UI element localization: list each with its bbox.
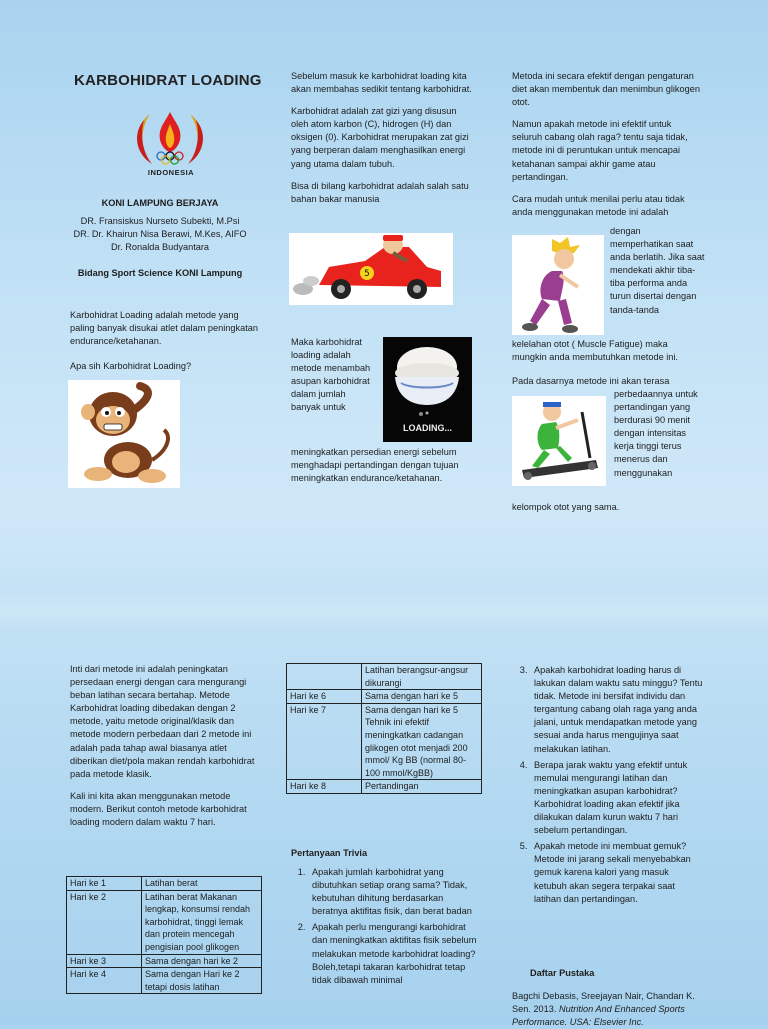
table-cell: Sama dengan hari ke 5 — [362, 690, 482, 704]
table-row — [67, 877, 262, 891]
list-item: 2. Apakah perlu mengurangi karbohidrat dan meningkatkan aktifitas fisik sebelum melakukan metode karbohidrat loading? Boleh,tetapi takaran karbohidrat tetap tidak dibawah minimal — [308, 921, 480, 986]
trivia-list-part-1 — [270, 866, 480, 990]
paragraph: Sebelum masuk ke karbohidrat loading kita akan membahas sedikit tentang karbohidrat. — [291, 71, 472, 95]
loading-side-text: Maka karbohidrat loading adalah metode menambah asupan karbohidrat dalam jumlah banyak untuk — [291, 337, 371, 413]
list-item: 3. Apakah karbohidrat loading harus di lakukan dalam waktu satu minggu? Tentu tidak. Metode ini bersifat individu dan tergantung cabang olah raga yang anda jalani, untuk mendapatkan metode yang sesuai anda harus mengujinya saat melakukan latihan. — [530, 664, 704, 756]
tired-runner-cartoon — [512, 235, 604, 335]
schedule-table-part-1 — [66, 876, 262, 994]
table-cell: Hari ke 6 — [287, 690, 362, 704]
logo-text: INDONESIA — [147, 168, 195, 177]
paragraph: Namun apakah metode ini efektif untuk seluruh cabang olah raga? tentu saja tidak, metode ini di peruntukan untuk mencapai ketahanan sampai akhir game atau pertandingan. — [512, 119, 688, 182]
paragraph: Cara mudah untuk menilai perlu atau tidak anda menggunakan metode ini adalah — [512, 193, 685, 217]
reference-entry — [512, 990, 708, 1029]
paragraph: Inti dari metode ini adalah peningkatan persedaan energi dengan cara mengurangi beban latihan secara bertahap. Metode Karbohidrat loading dibedakan dengan 2 metode, yaitu metode original/klasik dan metode modern perbedaan dari 2 metode ini adalah pada tahap awal biasanya atlet diberikan diet/pola makan rendah karbohidrat pada metode klasik. — [70, 664, 255, 779]
table-row — [67, 890, 262, 954]
loading-rest-text: meningkatkan persedian energi sebelum menghadapi pertandingan dengan tujuan meningkatkan endurance/ketahanan. — [291, 447, 459, 484]
trivia-title: Pertanyaan Trivia — [291, 848, 368, 858]
paragraph: Metoda ini secara efektif dengan pengaturan diet akan membentuk dan menimbun glikogen otot. — [512, 71, 700, 108]
paragraph: Kali ini kita akan menggunakan metode modern. Berikut contoh metode karbohidrat loading modern dalam waktu 7 hari. — [70, 790, 247, 828]
table-row — [67, 954, 262, 968]
department: Bidang Sport Science KONI Lampung — [77, 268, 243, 278]
list-item: 1. Apakah jumlah karbohidrat yang dibutuhkan setiap orang sama? Tidak, kebutuhan dihitung berdasarkan beratnya aktifitas fisik, dan berat badan — [308, 866, 480, 918]
reference-title: Nutrition And Enhanced Sports Performance. USA: Elsevier Inc. — [512, 1004, 685, 1028]
page-fold — [0, 590, 768, 630]
monkey-cartoon — [68, 380, 180, 488]
table-cell: Hari ke 4 — [67, 968, 142, 994]
table-cell: Hari ke 8 — [287, 780, 362, 794]
schedule-table-part-2 — [286, 663, 482, 794]
race-car-cartoon — [289, 233, 453, 305]
table-cell: Latihan berat — [142, 877, 262, 891]
list-item: 4. Berapa jarak waktu yang efektif untuk memulai mengurangi latihan dan meningkatkan asupan karbohidrat? Karbohidrat loading akan efektif jika dilakukan dalam kurun waktu 7 hari sebelum pertandingan. — [530, 759, 704, 838]
table-cell: Hari ke 7 — [287, 703, 362, 780]
table-row — [287, 780, 482, 794]
page-title: KARBOHIDRAT LOADING — [74, 72, 262, 89]
treadmill-runner-cartoon — [512, 396, 606, 486]
table-cell: Hari ke 1 — [67, 877, 142, 891]
table-cell: Sama dengan Hari ke 2 tetapi dosis latihan — [142, 968, 262, 994]
table-cell: Sama dengan hari ke 5 Tehnik ini efektif meningkatkan cadangan glikogen otot menjadi 200 mmol/ Kg BB (normal 80-100 mmol/KgBB) — [362, 703, 482, 780]
table-cell — [287, 664, 362, 690]
loading-label: LOADING... — [403, 423, 452, 433]
table-row — [67, 968, 262, 994]
intro-text: Karbohidrat Loading adalah metode yang paling banyak disukai atlet dalam peningkatan endurance/ketahanan. — [70, 310, 258, 347]
table-cell: Hari ke 2 — [67, 890, 142, 954]
question-text: Apa sih Karbohidrat Loading? — [70, 361, 192, 371]
author-3: Dr. Ronalda Budyantara — [110, 241, 210, 252]
duration-side-text: perbedaannya untuk pertandingan yang berdurasi 90 menit dengan intensitas kerja tinggi terus menerus dan menggunakan — [614, 389, 698, 478]
rice-bowl-photo — [383, 337, 472, 442]
paragraph: Karbohidrat adalah zat gizi yang disusun oleh atom karbon (C), hidrogen (H) dan oksigen (0). Karbohidrat merupakan zat gizi yang berperan dalam menghasilkan energi yang utama dalam tubuh. — [291, 106, 469, 169]
org-name: KONI LAMPUNG BERJAYA — [101, 198, 219, 208]
table-cell: Latihan berangsur-angsur dikurangi — [362, 664, 482, 690]
column-2-text — [291, 70, 476, 215]
references-title: Daftar Pustaka — [530, 968, 595, 978]
fatigue-rest-text: kelelahan otot ( Muscle Fatigue) maka mungkin anda membutuhkan metode ini. — [512, 339, 678, 363]
duration-rest-text: kelompok otot yang sama. — [512, 502, 620, 512]
list-item: 5. Apakah metode ini membuat gemuk? Metode ini jarang sekali menyebabkan gemuk karena kalori yang masuk ketubuh akan segera terpakai saat latihan dan pertandingan. — [530, 840, 704, 905]
page2-column-1-text — [70, 663, 262, 838]
column-3-text — [512, 70, 704, 219]
koni-logo — [128, 104, 212, 184]
fatigue-side-text: dengan memperhatikan saat anda berlatih. Jika saat mendekati akhir tiba-tiba performa anda turun disertai dengan tanda-tanda — [610, 226, 705, 315]
table-cell: Hari ke 3 — [67, 954, 142, 968]
table-cell: Sama dengan hari ke 2 — [142, 954, 262, 968]
table-cell: Latihan berat Makanan lengkap, konsumsi rendah karbohidrat, tinggi lemak dan protein mencegah pengisian pool glikogen — [142, 890, 262, 954]
table-row — [287, 690, 482, 704]
svg-text:5: 5 — [364, 269, 370, 279]
paragraph: Bisa di bilang karbohidrat adalah salah satu bahan bakar manusia — [291, 180, 469, 204]
reference-text: Bagchi Debasis, Sreejayan Nair, Chandan K. Sen. 2013. — [512, 991, 695, 1015]
duration-top-text: Pada dasarnya metode ini akan terasa — [512, 376, 670, 386]
author-2: DR. Dr. Khairun Nisa Berawi, M.Kes, AIFO — [73, 228, 247, 239]
table-cell: Pertandingan — [362, 780, 482, 794]
author-1: DR. Fransiskus Nurseto Subekti, M.Psi — [80, 216, 240, 226]
table-row — [287, 664, 482, 690]
author-list — [55, 215, 265, 253]
table-row — [287, 703, 482, 780]
trivia-list-part-2 — [492, 664, 704, 909]
